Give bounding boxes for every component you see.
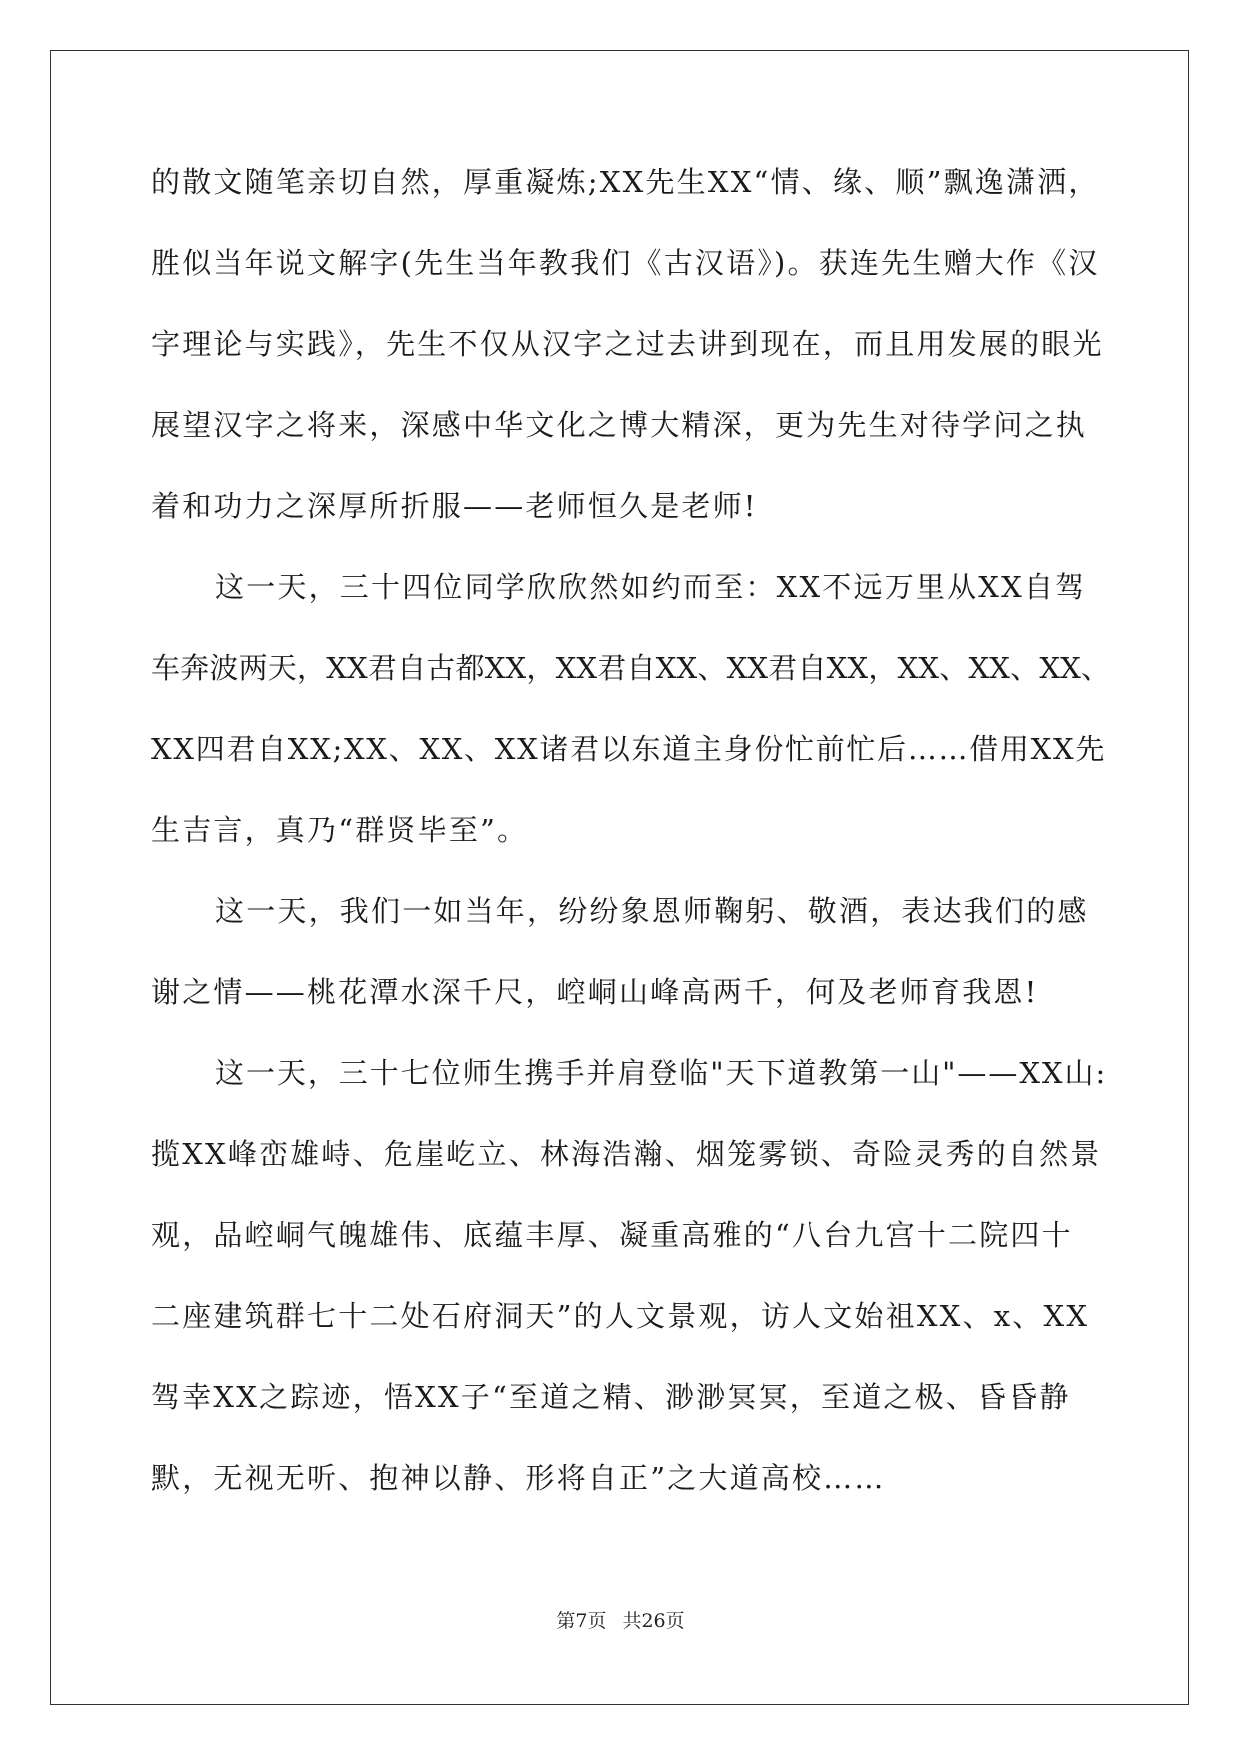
document-body [151,162,1111,1539]
text-line: 展望汉字之将来，深感中华文化之博大精深，更为先生对待学问之执 [151,408,1088,442]
text-line: 二座建筑群七十二处石府洞天”的人文景观，访人文始祖XX、x、XX [151,1299,1090,1333]
text-line: 揽XX峰峦雄峙、危崖屹立、林海浩瀚、烟笼雾锁、奇险灵秀的自然景 [151,1137,1102,1171]
text-line: 这一天，三十七位师生携手并肩登临"天下道教第一山"——XX山: [215,1056,1108,1090]
text-line: 谢之情——桃花潭水深千尺，崆峒山峰高两千，何及老师育我恩! [151,975,1039,1009]
text-line: 生吉言，真乃“群贤毕至”。 [151,813,529,847]
text-line: 这一天，三十四位同学欣欣然如约而至：XX不远万里从XX自驾 [215,570,1087,604]
text-line: 的散文随笔亲切自然，厚重凝炼;XX先生XX“情、缘、顺”飘逸潇洒， [151,165,1100,199]
text-line: 观，品崆峒气魄雄伟、底蕴丰厚、凝重高雅的“八台九宫十二院四十 [151,1218,1073,1252]
text-line: 驾幸XX之踪迹，悟XX子“至道之精、渺渺冥冥，至道之极、昏昏静 [151,1380,1071,1414]
text-line: 字理论与实践》，先生不仅从汉字之过去讲到现在，而且用发展的眼光 [151,327,1104,361]
text-line: 车奔波两天，XX君自古都XX，XX君自XX、XX君自XX，XX、XX、XX、 [151,651,1111,685]
text-line: XX四君自XX;XX、XX、XX诸君以东道主身份忙前忙后……借用XX先 [151,732,1107,766]
text-line: 默，无视无听、抱神以静、形将自正”之大道高校…… [151,1461,886,1495]
text-line: 胜似当年说文解字(先生当年教我们《古汉语》)。获连先生赠大作《汉 [151,246,1100,280]
page-number: 第7页 [556,1610,607,1632]
text-line: 这一天，我们一如当年，纷纷象恩师鞠躬、敬酒，表达我们的感 [215,894,1089,928]
page-total: 共26页 [622,1610,685,1632]
page-footer [0,1606,1241,1633]
text-line: 着和功力之深厚所折服——老师恒久是老师! [151,489,758,523]
